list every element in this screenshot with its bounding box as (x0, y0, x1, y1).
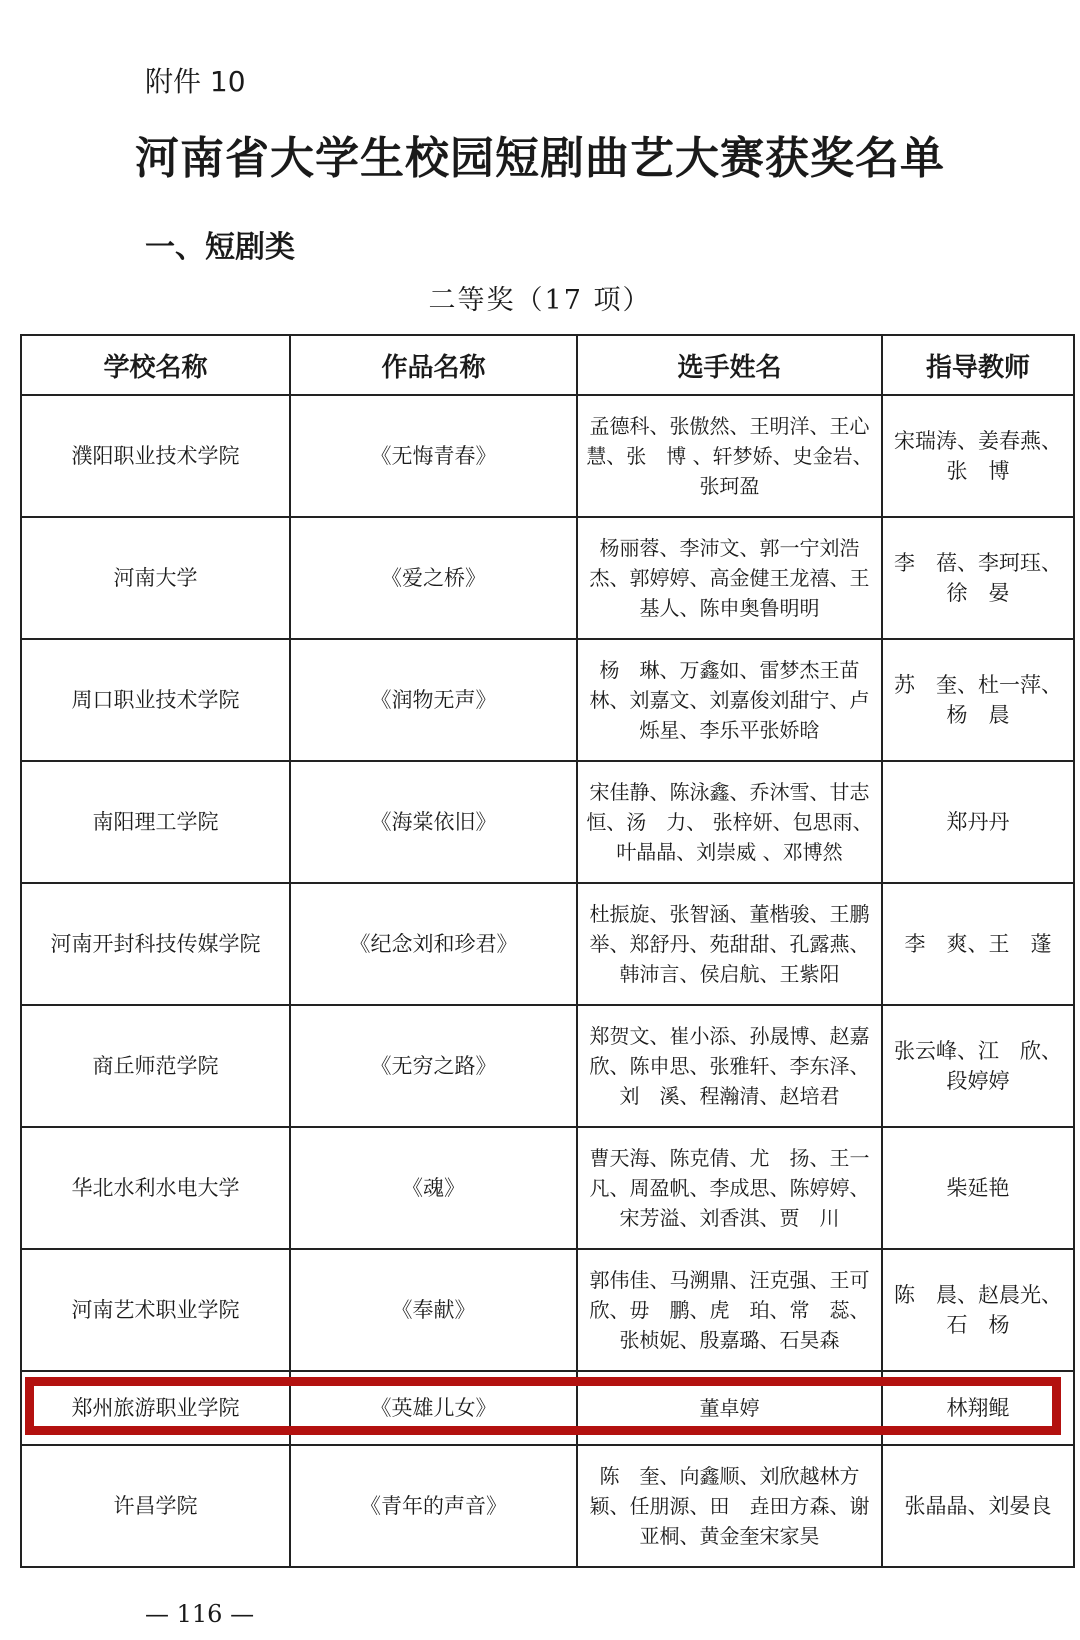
teachers-cell: 李 蓓、李珂珏、徐 晏 (882, 517, 1074, 639)
school-cell: 华北水利水电大学 (21, 1127, 290, 1249)
school-cell: 周口职业技术学院 (21, 639, 290, 761)
table-row (21, 1249, 1074, 1371)
column-header-players: 选手姓名 (577, 335, 882, 395)
school-cell: 河南艺术职业学院 (21, 1249, 290, 1371)
school-cell: 许昌学院 (21, 1445, 290, 1567)
work-cell: 《无悔青春》 (290, 395, 577, 517)
players-cell: 郭伟佳、马溯鼎、汪克强、王可欣、毋 鹏、虎 珀、常 蕊、张桢妮、殷嘉璐、石昊森 (577, 1249, 882, 1371)
section-heading: 一、短剧类 (145, 230, 295, 265)
work-cell: 《爱之桥》 (290, 517, 577, 639)
work-cell: 《无穷之路》 (290, 1005, 577, 1127)
school-cell: 河南大学 (21, 517, 290, 639)
table-row (21, 639, 1074, 761)
column-header-school: 学校名称 (21, 335, 290, 395)
table-row (21, 1127, 1074, 1249)
teachers-cell: 郑丹丹 (882, 761, 1074, 883)
school-cell: 河南开封科技传媒学院 (21, 883, 290, 1005)
teachers-cell: 苏 奎、杜一萍、杨 晨 (882, 639, 1074, 761)
page-number: — 116 — (145, 1600, 255, 1628)
teachers-cell: 张晶晶、刘晏良 (882, 1445, 1074, 1567)
highlighted-table-row (21, 1371, 1074, 1445)
work-cell: 《英雄儿女》 (290, 1371, 577, 1445)
work-cell: 《魂》 (290, 1127, 577, 1249)
players-cell: 杨 琳、万鑫如、雷梦杰王苗林、刘嘉文、刘嘉俊刘甜宁、卢烁星、李乐平张娇晗 (577, 639, 882, 761)
players-cell: 曹天海、陈克倩、尤 扬、王一凡、周盈帆、李成思、陈婷婷、宋芳溢、刘香淇、贾 川 (577, 1127, 882, 1249)
players-cell: 董卓婷 (577, 1371, 882, 1445)
players-cell: 杨丽蓉、李沛文、郭一宁刘浩杰、郭婷婷、高金健王龙禧、王基人、陈申奥鲁明明 (577, 517, 882, 639)
school-cell: 濮阳职业技术学院 (21, 395, 290, 517)
table-row (21, 395, 1074, 517)
players-cell: 陈 奎、向鑫顺、刘欣越林方颖、任朋源、田 垚田方森、谢亚桐、黄金奎宋家昊 (577, 1445, 882, 1567)
players-cell: 郑贺文、崔小添、孙晟博、赵嘉欣、陈申思、张雅轩、李东泽、刘 溪、程瀚清、赵培君 (577, 1005, 882, 1127)
school-cell: 南阳理工学院 (21, 761, 290, 883)
work-cell: 《奉献》 (290, 1249, 577, 1371)
table-row (21, 1445, 1074, 1567)
table-row (21, 517, 1074, 639)
teachers-cell: 张云峰、江 欣、段婷婷 (882, 1005, 1074, 1127)
table-row (21, 1005, 1074, 1127)
work-cell: 《润物无声》 (290, 639, 577, 761)
awards-table (20, 334, 1075, 1568)
school-cell: 商丘师范学院 (21, 1005, 290, 1127)
players-cell: 杜振旋、张智涵、董楷骏、王鹏举、郑舒丹、苑甜甜、孔露燕、韩沛言、侯启航、王紫阳 (577, 883, 882, 1005)
table-row (21, 883, 1074, 1005)
school-cell: 郑州旅游职业学院 (21, 1371, 290, 1445)
teachers-cell: 柴延艳 (882, 1127, 1074, 1249)
table-header-row (21, 335, 1074, 395)
teachers-cell: 李 爽、王 蓬 (882, 883, 1074, 1005)
column-header-teachers: 指导教师 (882, 335, 1074, 395)
table-row (21, 761, 1074, 883)
players-cell: 孟德科、张傲然、王明洋、王心慧、张 博 、轩梦娇、史金岩、张珂盈 (577, 395, 882, 517)
column-header-work: 作品名称 (290, 335, 577, 395)
document-title: 河南省大学生校园短剧曲艺大赛获奖名单 (135, 133, 945, 184)
attachment-label: 附件 10 (145, 65, 246, 98)
work-cell: 《青年的声音》 (290, 1445, 577, 1567)
work-cell: 《海棠依旧》 (290, 761, 577, 883)
award-level-heading: 二等奖（17 项） (428, 285, 652, 316)
teachers-cell: 林翔鲲 (882, 1371, 1074, 1445)
teachers-cell: 宋瑞涛、姜春燕、张 博 (882, 395, 1074, 517)
players-cell: 宋佳静、陈泳鑫、乔沐雪、甘志恒、汤 力、 张梓妍、包思雨、叶晶晶、刘崇威 、邓博然 (577, 761, 882, 883)
teachers-cell: 陈 晨、赵晨光、石 杨 (882, 1249, 1074, 1371)
work-cell: 《纪念刘和珍君》 (290, 883, 577, 1005)
